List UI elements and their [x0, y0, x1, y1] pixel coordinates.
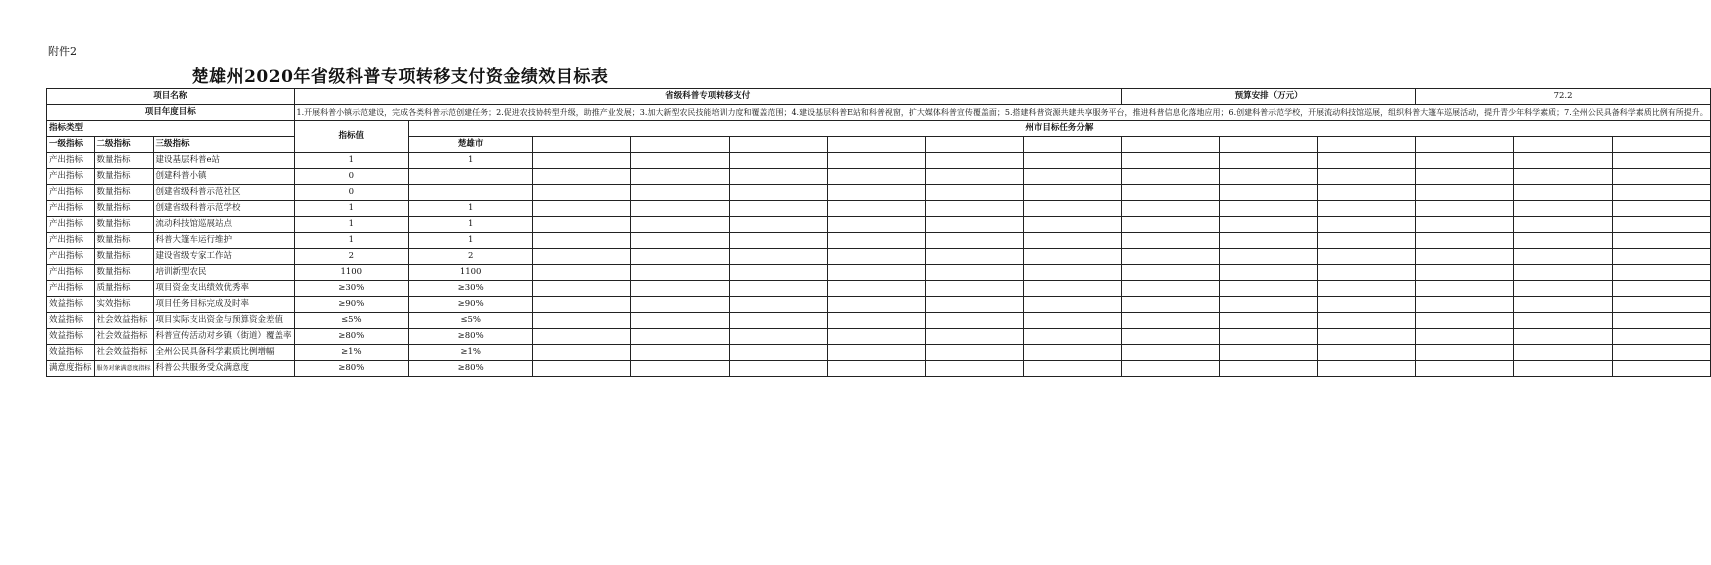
- indicator-value-cell: ≥80%: [294, 361, 408, 377]
- empty-cell: [1416, 185, 1514, 201]
- empty-cell: [925, 217, 1023, 233]
- empty-cell: [1220, 185, 1318, 201]
- empty-cell: [1612, 265, 1710, 281]
- table-row: [47, 313, 1711, 329]
- empty-cell: [1121, 361, 1219, 377]
- empty-cell: [1121, 265, 1219, 281]
- empty-cell: [827, 185, 925, 201]
- empty-cell: [1318, 297, 1416, 313]
- empty-cell: [533, 329, 631, 345]
- empty-cell: [1416, 169, 1514, 185]
- table-row: [47, 249, 1711, 265]
- empty-cell: [1318, 313, 1416, 329]
- empty-cell: [1220, 281, 1318, 297]
- empty-cell: [533, 201, 631, 217]
- empty-cell: [925, 185, 1023, 201]
- empty-cell: [827, 201, 925, 217]
- empty-cell: [729, 313, 827, 329]
- level1-cell: 产出指标: [47, 265, 95, 281]
- empty-cell: [631, 361, 729, 377]
- empty-cell: [729, 185, 827, 201]
- level3-cell: 项目实际支出资金与预算资金差值: [153, 313, 294, 329]
- empty-cell: [533, 153, 631, 169]
- city-value-cell: ≥80%: [409, 361, 533, 377]
- indicator-value-cell: ≤5%: [294, 313, 408, 329]
- city-value-cell: 1100: [409, 265, 533, 281]
- indicator-value-cell: 2: [294, 249, 408, 265]
- empty-cell: [827, 361, 925, 377]
- empty-cell: [827, 249, 925, 265]
- level3-cell: 创建省级科普示范学校: [153, 201, 294, 217]
- empty-cell: [1318, 233, 1416, 249]
- empty-cell: [1318, 361, 1416, 377]
- level1-cell: 效益指标: [47, 329, 95, 345]
- empty-cell: [1416, 329, 1514, 345]
- empty-cell: [1416, 217, 1514, 233]
- empty-cell: [1318, 265, 1416, 281]
- empty-cell: [1514, 281, 1612, 297]
- budget-value: 72.2: [1416, 89, 1711, 105]
- table-row: [47, 361, 1711, 377]
- empty-cell: [1121, 281, 1219, 297]
- empty-cell: [1023, 217, 1121, 233]
- empty-cell: [827, 217, 925, 233]
- level2-cell: 数量指标: [94, 233, 153, 249]
- level1-cell: 效益指标: [47, 297, 95, 313]
- empty-cell: [1416, 201, 1514, 217]
- empty-cell: [1121, 345, 1219, 361]
- empty-cell: [925, 329, 1023, 345]
- empty-cell: [729, 217, 827, 233]
- empty-cell: [925, 201, 1023, 217]
- empty-cell: [729, 265, 827, 281]
- empty-cell: [827, 281, 925, 297]
- project-name-value: 省级科普专项转移支付: [294, 89, 1121, 105]
- empty-cell: [533, 281, 631, 297]
- empty-cell: [1416, 345, 1514, 361]
- level3-cell: 创建科普小镇: [153, 169, 294, 185]
- level1-cell: 产出指标: [47, 201, 95, 217]
- level1-cell: 产出指标: [47, 217, 95, 233]
- indicator-value-cell: 1: [294, 233, 408, 249]
- table-row: [47, 345, 1711, 361]
- project-name-row: [47, 89, 1711, 105]
- empty-cell: [1121, 169, 1219, 185]
- empty-cell: [827, 153, 925, 169]
- city-value-cell: 2: [409, 249, 533, 265]
- city-value-cell: 1: [409, 217, 533, 233]
- empty-cell: [1514, 345, 1612, 361]
- empty-cell: [533, 217, 631, 233]
- level2-cell: 社会效益指标: [94, 329, 153, 345]
- table-row: [47, 281, 1711, 297]
- empty-cell: [631, 217, 729, 233]
- empty-cell: [533, 169, 631, 185]
- city-value-cell: 1: [409, 233, 533, 249]
- city-value-cell: ≥30%: [409, 281, 533, 297]
- city-value-cell: ≥1%: [409, 345, 533, 361]
- empty-cell: [1023, 345, 1121, 361]
- empty-cell: [1612, 185, 1710, 201]
- indicator-value-cell: ≥90%: [294, 297, 408, 313]
- empty-cell: [1318, 169, 1416, 185]
- empty-cell: [1416, 233, 1514, 249]
- empty-cell: [1612, 329, 1710, 345]
- page-title: 楚雄州2020年省级科普专项转移支付资金绩效目标表: [191, 67, 609, 87]
- empty-cell: [631, 265, 729, 281]
- empty-cell: [1514, 329, 1612, 345]
- empty-cell: [1318, 329, 1416, 345]
- empty-cell: [1023, 361, 1121, 377]
- empty-cell: [1612, 217, 1710, 233]
- level2-header: 二级指标: [94, 137, 153, 153]
- level1-cell: 效益指标: [47, 345, 95, 361]
- empty-cell: [631, 281, 729, 297]
- level2-cell: 数量指标: [94, 153, 153, 169]
- empty-cell: [1514, 313, 1612, 329]
- empty-cell: [1220, 313, 1318, 329]
- empty-cell: [1416, 281, 1514, 297]
- empty-cell: [533, 313, 631, 329]
- empty-cell: [631, 313, 729, 329]
- empty-cell: [1514, 361, 1612, 377]
- empty-cell: [925, 265, 1023, 281]
- empty-cell: [729, 361, 827, 377]
- annual-goal-row: [47, 105, 1711, 121]
- empty-cell: [729, 153, 827, 169]
- level2-cell: 数量指标: [94, 201, 153, 217]
- empty-cell: [925, 345, 1023, 361]
- empty-cell: [1220, 265, 1318, 281]
- level3-cell: 建设省级专家工作站: [153, 249, 294, 265]
- empty-cell: [827, 313, 925, 329]
- indicator-value-cell: ≥1%: [294, 345, 408, 361]
- level1-cell: 产出指标: [47, 153, 95, 169]
- empty-cell: [1023, 281, 1121, 297]
- level1-cell: 产出指标: [47, 169, 95, 185]
- empty-cell: [729, 329, 827, 345]
- empty-cell: [631, 345, 729, 361]
- level3-cell: 科普公共服务受众满意度: [153, 361, 294, 377]
- city-value-cell: ≥90%: [409, 297, 533, 313]
- empty-cell: [1514, 169, 1612, 185]
- empty-cell: [729, 249, 827, 265]
- city-value-cell: 1: [409, 201, 533, 217]
- empty-cell: [925, 281, 1023, 297]
- empty-cell: [1612, 345, 1710, 361]
- level3-cell: 项目资金支出绩效优秀率: [153, 281, 294, 297]
- level3-cell: 科普大篷车运行维护: [153, 233, 294, 249]
- empty-cell: [1416, 249, 1514, 265]
- level1-cell: 产出指标: [47, 233, 95, 249]
- empty-cell: [1318, 153, 1416, 169]
- empty-cell: [1612, 313, 1710, 329]
- level1-cell: 产出指标: [47, 185, 95, 201]
- empty-cell: [1318, 217, 1416, 233]
- empty-cell: [1220, 153, 1318, 169]
- empty-cell: [1220, 361, 1318, 377]
- table-row: [47, 169, 1711, 185]
- level2-cell: 数量指标: [94, 169, 153, 185]
- city-value-cell: ≥80%: [409, 329, 533, 345]
- level2-cell: 社会效益指标: [94, 313, 153, 329]
- empty-cell: [1023, 249, 1121, 265]
- indicator-value-cell: 1: [294, 217, 408, 233]
- table-row: [47, 201, 1711, 217]
- empty-cell: [925, 297, 1023, 313]
- empty-cell: [1612, 249, 1710, 265]
- empty-cell: [827, 297, 925, 313]
- empty-cell: [1612, 153, 1710, 169]
- empty-cell: [1612, 361, 1710, 377]
- indicator-value-cell: 0: [294, 185, 408, 201]
- level1-header: 一级指标: [47, 137, 95, 153]
- level3-cell: 项目任务目标完成及时率: [153, 297, 294, 313]
- empty-cell: [1023, 201, 1121, 217]
- empty-cell: [631, 153, 729, 169]
- prefecture-task-header: 州市目标任务分解: [409, 121, 1711, 137]
- empty-cell: [1416, 297, 1514, 313]
- empty-cell: [631, 249, 729, 265]
- empty-cell: [1514, 265, 1612, 281]
- empty-cell: [1318, 185, 1416, 201]
- indicator-value-cell: ≥80%: [294, 329, 408, 345]
- indicator-value-cell: 0: [294, 169, 408, 185]
- level1-cell: 满意度指标: [47, 361, 95, 377]
- empty-cell: [1514, 153, 1612, 169]
- empty-cell: [925, 361, 1023, 377]
- empty-cell: [1121, 217, 1219, 233]
- empty-cell: [925, 169, 1023, 185]
- empty-cell: [1318, 345, 1416, 361]
- empty-cell: [631, 233, 729, 249]
- empty-cell: [925, 313, 1023, 329]
- level2-cell: 实效指标: [94, 297, 153, 313]
- empty-cell: [533, 233, 631, 249]
- empty-cell: [729, 297, 827, 313]
- empty-cell: [1023, 265, 1121, 281]
- city-header: 楚雄市: [409, 137, 533, 153]
- empty-cell: [631, 201, 729, 217]
- empty-cell: [925, 249, 1023, 265]
- empty-cell: [1514, 249, 1612, 265]
- header-row-1: [47, 121, 1711, 137]
- level2-cell: 质量指标: [94, 281, 153, 297]
- empty-cell: [1121, 185, 1219, 201]
- empty-cell: [1514, 233, 1612, 249]
- empty-cell: [827, 329, 925, 345]
- empty-cell: [631, 169, 729, 185]
- empty-cell: [1023, 329, 1121, 345]
- empty-cell: [827, 169, 925, 185]
- empty-cell: [925, 233, 1023, 249]
- empty-cell: [1121, 249, 1219, 265]
- empty-cell: [533, 249, 631, 265]
- level3-cell: 建设基层科普e站: [153, 153, 294, 169]
- table-row: [47, 265, 1711, 281]
- empty-cell: [1121, 297, 1219, 313]
- empty-cell: [1121, 233, 1219, 249]
- city-value-cell: [409, 185, 533, 201]
- level1-cell: 产出指标: [47, 281, 95, 297]
- empty-cell: [631, 185, 729, 201]
- table-row: [47, 185, 1711, 201]
- empty-cell: [827, 265, 925, 281]
- city-value-cell: 1: [409, 153, 533, 169]
- level1-cell: 产出指标: [47, 249, 95, 265]
- empty-cell: [1220, 329, 1318, 345]
- project-name-label: 项目名称: [47, 89, 295, 105]
- empty-cell: [1514, 297, 1612, 313]
- empty-cell: [1023, 297, 1121, 313]
- city-value-cell: ≤5%: [409, 313, 533, 329]
- attachment-label: 附件2: [48, 45, 77, 58]
- empty-cell: [1023, 313, 1121, 329]
- table-row: [47, 329, 1711, 345]
- empty-cell: [1416, 361, 1514, 377]
- empty-cell: [1220, 169, 1318, 185]
- empty-cell: [827, 233, 925, 249]
- empty-cell: [533, 185, 631, 201]
- empty-cell: [729, 345, 827, 361]
- level1-cell: 效益指标: [47, 313, 95, 329]
- empty-cell: [533, 345, 631, 361]
- empty-cell: [729, 233, 827, 249]
- empty-cell: [1220, 233, 1318, 249]
- annual-goal-label: 项目年度目标: [47, 105, 295, 121]
- empty-cell: [1318, 201, 1416, 217]
- indicator-value-cell: ≥30%: [294, 281, 408, 297]
- table-row: [47, 217, 1711, 233]
- empty-cell: [925, 153, 1023, 169]
- indicator-value-header: 指标值: [294, 121, 408, 153]
- performance-goal-table: [46, 88, 1711, 377]
- level2-cell: 服务对象满意度指标: [94, 361, 153, 377]
- empty-cell: [729, 201, 827, 217]
- empty-cell: [1416, 313, 1514, 329]
- level3-cell: 培训新型农民: [153, 265, 294, 281]
- budget-label: 预算安排（万元）: [1121, 89, 1415, 105]
- city-value-cell: [409, 169, 533, 185]
- empty-cell: [1318, 281, 1416, 297]
- level3-cell: 流动科技馆巡展站点: [153, 217, 294, 233]
- indicator-value-cell: 1: [294, 201, 408, 217]
- level2-cell: 数量指标: [94, 185, 153, 201]
- level2-cell: 数量指标: [94, 217, 153, 233]
- empty-cell: [827, 345, 925, 361]
- empty-cell: [1220, 249, 1318, 265]
- empty-cell: [631, 297, 729, 313]
- level3-cell: 创建省级科普示范社区: [153, 185, 294, 201]
- table-row: [47, 297, 1711, 313]
- empty-cell: [1220, 297, 1318, 313]
- empty-cell: [1023, 153, 1121, 169]
- empty-cell: [1121, 153, 1219, 169]
- indicator-value-cell: 1100: [294, 265, 408, 281]
- empty-cell: [729, 281, 827, 297]
- empty-cell: [1023, 169, 1121, 185]
- empty-cell: [1612, 281, 1710, 297]
- empty-cell: [1612, 201, 1710, 217]
- empty-cell: [533, 361, 631, 377]
- level3-cell: 科普宣传活动对乡镇（街道）覆盖率: [153, 329, 294, 345]
- level3-cell: 全州公民具备科学素质比例增幅: [153, 345, 294, 361]
- empty-cell: [1220, 217, 1318, 233]
- empty-cell: [1612, 233, 1710, 249]
- level3-header: 三级指标: [153, 137, 294, 153]
- empty-cell: [1416, 153, 1514, 169]
- empty-cell: [729, 169, 827, 185]
- empty-cell: [533, 265, 631, 281]
- level2-cell: 数量指标: [94, 249, 153, 265]
- empty-cell: [1121, 201, 1219, 217]
- empty-cell: [1121, 329, 1219, 345]
- empty-cell: [1514, 201, 1612, 217]
- empty-cell: [1023, 185, 1121, 201]
- empty-cell: [1220, 201, 1318, 217]
- empty-cell: [1612, 169, 1710, 185]
- empty-cell: [1318, 249, 1416, 265]
- empty-cell: [1514, 217, 1612, 233]
- empty-cell: [1023, 233, 1121, 249]
- empty-cell: [1121, 313, 1219, 329]
- table-row: [47, 153, 1711, 169]
- empty-cell: [1416, 265, 1514, 281]
- table-row: [47, 233, 1711, 249]
- empty-cell: [1612, 297, 1710, 313]
- empty-cell: [533, 297, 631, 313]
- indicator-type-header: 指标类型: [47, 121, 295, 137]
- level2-cell: 数量指标: [94, 265, 153, 281]
- empty-cell: [1220, 345, 1318, 361]
- empty-cell: [1514, 185, 1612, 201]
- indicator-value-cell: 1: [294, 153, 408, 169]
- empty-cell: [631, 329, 729, 345]
- level2-cell: 社会效益指标: [94, 345, 153, 361]
- annual-goal-text: 1.开展科普小镇示范建设，完成各类科普示范创建任务；2.促进农技协转型升级，助推产业发展；3.加大新型农民技能培训力度和覆盖范围；4.建设基层科普E站和科普视窗，扩大媒体科普宣传覆盖面；5.搭建科普资源共建共享服务平台，推进科普信息化落地应用；6.创建科普示范学校，开展流动科技馆巡展，组织科普大篷车巡展活动，提升青少年科学素质；7.全州公民具备科学素质比例有所提升。: [294, 105, 1710, 121]
